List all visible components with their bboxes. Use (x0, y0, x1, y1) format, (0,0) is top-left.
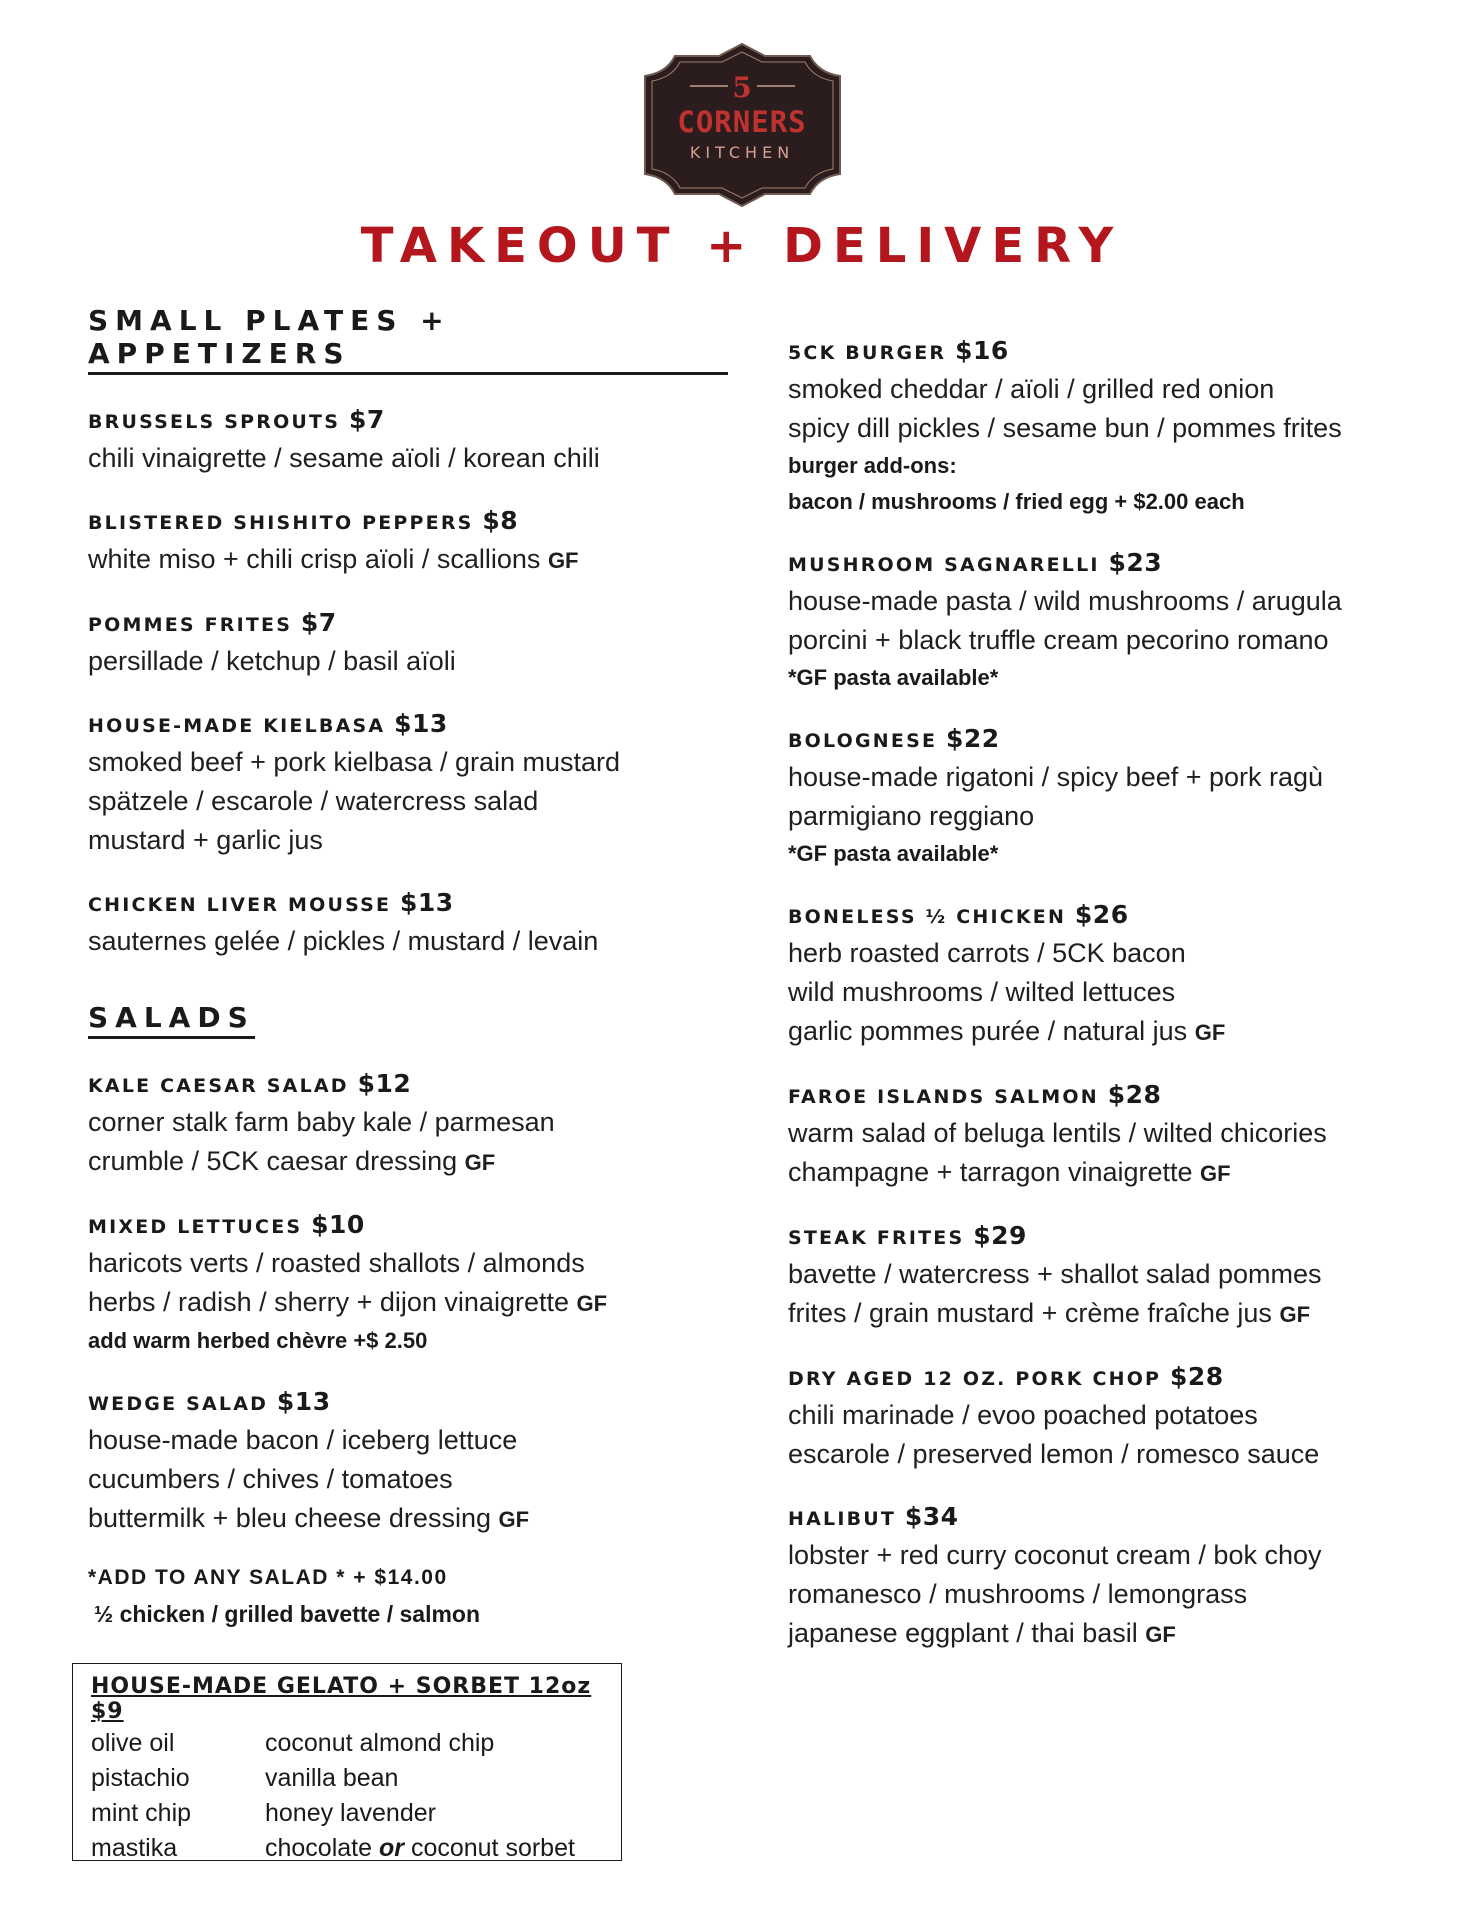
menu-item-description: mustard + garlic jus (88, 825, 323, 855)
menu-item-description: champagne + tarragon vinaigrette GF (788, 1157, 1231, 1187)
menu-item-heading (88, 1208, 728, 1244)
menu-item-description: herbs / radish / sherry + dijon vinaigrette GF (88, 1287, 608, 1317)
menu-item (88, 504, 728, 580)
menu-item-price: $13 (400, 888, 454, 917)
menu-item-description: corner stalk farm baby kale / parmesan (88, 1107, 555, 1137)
gluten-free-badge: GF (576, 1291, 608, 1316)
menu-item-heading (788, 1360, 1428, 1396)
menu-item-heading (88, 403, 728, 439)
menu-item-name: DRY AGED 12 OZ. PORK CHOP (788, 1368, 1162, 1390)
menu-item (788, 722, 1428, 872)
menu-item-price: $13 (394, 709, 448, 738)
menu-item (88, 1067, 728, 1182)
menu-item-name: STEAK FRITES (788, 1227, 965, 1249)
gluten-free-badge: GF (1200, 1161, 1231, 1186)
menu-item-heading (88, 886, 728, 922)
menu-item-price: $16 (955, 336, 1009, 365)
menu-item-note: *GF pasta available* (788, 665, 999, 690)
menu-item-price: $13 (276, 1387, 331, 1416)
menu-item-heading (788, 898, 1428, 934)
menu-item (788, 1078, 1428, 1193)
menu-item-note: *GF pasta available* (788, 841, 999, 866)
menu-item-description: japanese eggplant / thai basil GF (788, 1618, 1176, 1648)
menu-item-description: house-made rigatoni / spicy beef + pork ragù (788, 762, 1324, 792)
menu-item-name: POMMES FRITES (88, 614, 293, 636)
menu-item-price: $7 (300, 608, 337, 637)
menu-item (88, 1208, 728, 1359)
menu-item-description: smoked cheddar / aïoli / grilled red onion (788, 374, 1275, 404)
menu-item-heading (788, 722, 1428, 758)
menu-item-price: $8 (482, 506, 519, 535)
salads-heading: SALADS (88, 1001, 255, 1039)
menu-item (788, 1219, 1428, 1334)
menu-item-description: buttermilk + bleu cheese dressing GF (88, 1503, 530, 1533)
menu-item (88, 886, 728, 961)
menu-item (88, 403, 728, 478)
add-to-salad-block (88, 1559, 728, 1631)
menu-item-description: frites / grain mustard + crème fraîche jus GF (788, 1298, 1311, 1328)
menu-item-price: $12 (357, 1069, 412, 1098)
menu-item-heading (88, 606, 728, 642)
menu-item-name: WEDGE SALAD (88, 1393, 269, 1415)
gelato-box (72, 1663, 622, 1861)
gelato-row (91, 1831, 603, 1866)
menu-item-name: HALIBUT (788, 1508, 897, 1530)
menu-item-price: $22 (945, 724, 1000, 753)
menu-item-note: burger add-ons: (788, 453, 957, 478)
menu-item-name: 5CK BURGER (788, 342, 947, 364)
menu-item-description: bavette / watercress + shallot salad pommes (788, 1259, 1322, 1289)
gelato-flavor: vanilla bean (265, 1764, 399, 1792)
gelato-flavor: pistachio (91, 1764, 190, 1792)
menu-item-description: escarole / preserved lemon / romesco sauce (788, 1439, 1320, 1469)
page-title: TAKEOUT + DELIVERY (360, 218, 1124, 274)
menu-item-description: lobster + red curry coconut cream / bok choy (788, 1540, 1322, 1570)
menu-item-heading (788, 1078, 1428, 1114)
menu-item-note: add warm herbed chèvre +$ 2.50 (88, 1328, 428, 1353)
gelato-or: or (378, 1834, 404, 1862)
menu-item-heading (88, 1067, 728, 1103)
menu-item-description: chili vinaigrette / sesame aïoli / korean chili (88, 443, 600, 473)
menu-item-description: romanesco / mushrooms / lemongrass (788, 1579, 1248, 1609)
menu-item-price: $10 (311, 1210, 365, 1239)
gluten-free-badge: GF (1279, 1302, 1311, 1327)
gelato-title: HOUSE-MADE GELATO + SORBET 12oz $9 (91, 1674, 592, 1724)
gluten-free-badge: GF (547, 548, 579, 573)
gelato-flavor: chocolate or coconut sorbet (265, 1834, 575, 1862)
logo-sub: KITCHEN (689, 143, 795, 162)
restaurant-logo (640, 42, 845, 208)
menu-item-heading (88, 504, 728, 540)
menu-item-price: $34 (904, 1502, 959, 1531)
gelato-flavor: mint chip (91, 1799, 192, 1827)
menu-item-description: herb roasted carrots / 5CK bacon (788, 938, 1186, 968)
menu-item-description: warm salad of beluga lentils / wilted chicories (788, 1118, 1327, 1148)
gelato-flavor: coconut almond chip (265, 1729, 495, 1757)
gelato-row (91, 1796, 603, 1831)
menu-item (788, 1500, 1428, 1654)
menu-item-heading (788, 334, 1428, 370)
menu-item-price: $28 (1170, 1362, 1224, 1391)
menu-item-description: crumble / 5CK caesar dressing GF (88, 1146, 496, 1176)
menu-item-heading (788, 1500, 1428, 1536)
gelato-flavor: olive oil (91, 1729, 175, 1757)
logo-number: 5 (732, 71, 752, 104)
gelato-flavors (91, 1726, 603, 1831)
menu-item-price: $23 (1108, 548, 1163, 577)
gelato-flavor: honey lavender (265, 1799, 436, 1827)
gelato-row (91, 1761, 603, 1796)
menu-item-price: $28 (1107, 1080, 1162, 1109)
left-column (88, 304, 728, 1631)
menu-item-description: spicy dill pickles / sesame bun / pommes frites (788, 413, 1342, 443)
entrees-list (788, 334, 1428, 1654)
gluten-free-badge: GF (498, 1507, 530, 1532)
menu-item-heading (88, 707, 728, 743)
menu-item-heading (88, 1385, 728, 1421)
menu-item-description: cucumbers / chives / tomatoes (88, 1464, 453, 1494)
menu-item-name: KALE CAESAR SALAD (88, 1075, 349, 1097)
gluten-free-badge: GF (464, 1150, 496, 1175)
menu-item-description: spätzele / escarole / watercress salad (88, 786, 539, 816)
menu-item (788, 898, 1428, 1052)
salads-list (88, 1067, 728, 1539)
gelato-flavor: mastika (91, 1834, 178, 1862)
menu-item-description: porcini + black truffle cream pecorino romano (788, 625, 1329, 655)
menu-item (88, 606, 728, 681)
menu-item (788, 546, 1428, 696)
menu-item-description: haricots verts / roasted shallots / almonds (88, 1248, 585, 1278)
menu-item-name: FAROE ISLANDS SALMON (788, 1086, 1099, 1108)
menu-item-name: BRUSSELS SPROUTS (88, 411, 341, 433)
menu-item-description: wild mushrooms / wilted lettuces (788, 977, 1176, 1007)
gluten-free-badge: GF (1145, 1622, 1176, 1647)
menu-item-name: BOLOGNESE (788, 730, 938, 752)
menu-item-heading (788, 546, 1428, 582)
gelato-row (91, 1726, 603, 1761)
menu-item-name: BONELESS ½ CHICKEN (788, 906, 1067, 928)
menu-item-description: house-made bacon / iceberg lettuce (88, 1425, 518, 1455)
menu-item-description: garlic pommes purée / natural jus GF (788, 1016, 1226, 1046)
menu-item-name: BLISTERED SHISHITO PEPPERS (88, 512, 474, 534)
gluten-free-badge: GF (1194, 1020, 1226, 1045)
right-column (788, 334, 1428, 1680)
menu-item-price: $26 (1074, 900, 1129, 929)
menu-item-description: smoked beef + pork kielbasa / grain mustard (88, 747, 621, 777)
menu-item (788, 334, 1428, 520)
small-plates-heading: SMALL PLATES + APPETIZERS (88, 304, 728, 375)
menu-item (88, 1385, 728, 1539)
menu-item-price: $7 (348, 405, 385, 434)
menu-item-name: CHICKEN LIVER MOUSSE (88, 894, 392, 916)
menu-item-description: white miso + chili crisp aïoli / scallions GF (88, 544, 579, 574)
menu-item-description: sauternes gelée / pickles / mustard / levain (88, 926, 599, 956)
menu-item-description: persillade / ketchup / basil aïoli (88, 646, 456, 676)
small-plates-list (88, 403, 728, 961)
menu-item-description: chili marinade / evoo poached potatoes (788, 1400, 1258, 1430)
logo-name: CORNERS (677, 105, 807, 139)
add-to-salad-options: ½ chicken / grilled bavette / salmon (94, 1601, 481, 1627)
menu-item-description: parmigiano reggiano (788, 801, 1035, 831)
menu-item-heading (788, 1219, 1428, 1255)
menu-item (88, 707, 728, 860)
menu-item (788, 1360, 1428, 1474)
menu-item-description: house-made pasta / wild mushrooms / arugula (788, 586, 1342, 616)
menu-item-name: MUSHROOM SAGNARELLI (788, 554, 1100, 576)
menu-item-note: bacon / mushrooms / fried egg + $2.00 each (788, 489, 1245, 514)
menu-item-name: MIXED LETTUCES (88, 1216, 303, 1238)
add-to-salad-title: *ADD TO ANY SALAD * + $14.00 (88, 1566, 448, 1589)
menu-item-name: HOUSE-MADE KIELBASA (88, 715, 386, 737)
menu-item-price: $29 (973, 1221, 1027, 1250)
